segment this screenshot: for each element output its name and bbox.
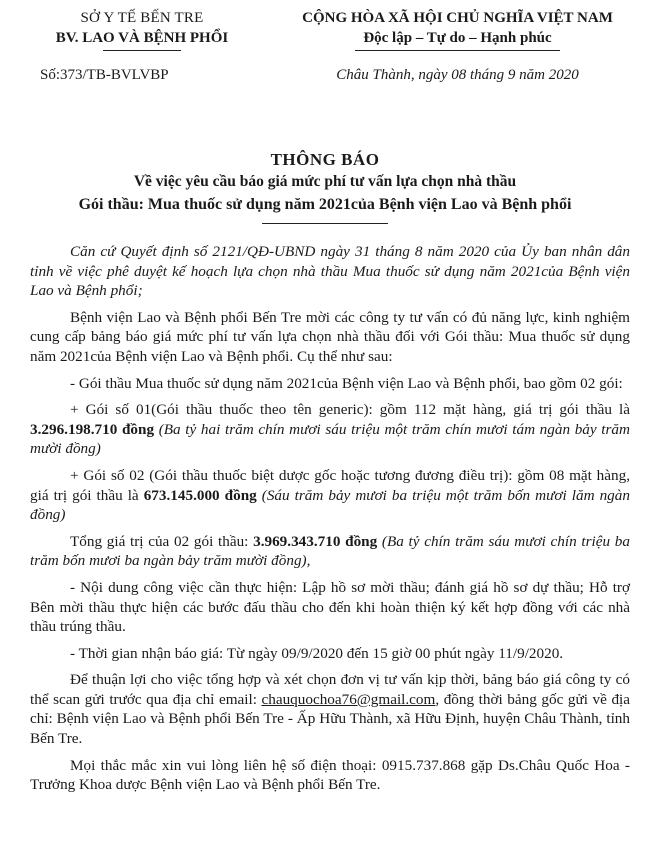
package-2-paragraph — [30, 466, 630, 525]
header-left — [22, 8, 262, 85]
deadline-paragraph: - Thời gian nhận báo giá: Từ ngày 09/9/2020 đến 15 giờ 00 phút ngày 11/9/2020. — [70, 644, 564, 662]
issue-date: Châu Thành, ngày 08 tháng 9 năm 2020 — [336, 67, 579, 83]
total-paragraph — [30, 532, 630, 571]
package-1-text: + Gói số 01(Gói thầu thuốc theo tên generic): gồm 112 mặt hàng, giá trị gói thầu là — [70, 401, 630, 419]
contact-email-link[interactable]: chauquochoa76@gmail.com — [261, 690, 436, 708]
nation-name: CỘNG HÒA XÃ HỘI CHỦ NGHĨA VIỆT NAM — [302, 10, 613, 26]
package-overview: - Gói thầu Mua thuốc sử dụng năm 2021của Bệnh viện Lao và Bệnh phổi, bao gồm 02 gói: — [70, 374, 623, 392]
motto-underline — [355, 50, 560, 51]
package-name: Gói thầu: Mua thuốc sử dụng năm 2021của Bệnh viện Lao và Bệnh phổi — [78, 196, 572, 213]
total-amount-words: (Ba tỷ chín trăm sáu mươi chín triệu ba trăm bốn mươi ba ngàn bảy trăm mười đồng), — [30, 532, 630, 570]
legal-basis-paragraph: Căn cứ Quyết định số 2121/QĐ-UBND ngày 31 tháng 8 năm 2020 của Ủy ban nhân dân tỉnh về việc phê duyệt kế hoạch lựa chọn nhà thầu Mua thuốc sử dụng năm 2021của Bệnh viện Lao và Bệnh phổi; — [30, 243, 630, 300]
hospital-underline — [103, 50, 181, 51]
package-2-amount: 673.145.000 đồng — [143, 486, 257, 504]
department-name: SỞ Y TẾ BẾN TRE — [80, 10, 204, 26]
invitation-paragraph: Bệnh viện Lao và Bệnh phổi Bến Tre mời các công ty tư vấn có đủ năng lực, kinh nghiệm cung cấp bảng báo giá mức phí tư vấn lựa chọn nhà thầu đối với Gói thầu: Mua thuốc sử dụng năm 2021của Bệnh viện Lao và Bệnh phổi. Cụ thể như sau: — [30, 308, 630, 365]
work-scope-paragraph: - Nội dung công việc cần thực hiện: Lập hồ sơ mời thầu; đánh giá hồ sơ dự thầu; Hỗ trợ Bên mời thầu thực hiện các bước đấu thầu cho đến khi hoàn thiện ký kết hợp đồng với các nhà thầu trúng thầu. — [30, 578, 630, 636]
national-motto: Độc lập – Tự do – Hạnh phúc — [363, 30, 552, 46]
package-1-amount-words: (Ba tỷ hai trăm chín mươi sáu triệu một trăm chín mươi tám ngàn bảy trăm mười đồng) — [30, 420, 630, 458]
document-number: Số:373/TB-BVLVBP — [40, 67, 169, 83]
total-amount: 3.969.343.710 đồng — [253, 532, 378, 550]
header-right — [270, 8, 645, 85]
hospital-name: BV. LAO VÀ BỆNH PHỔI — [55, 30, 229, 46]
package-2-text: + Gói số 02 (Gói thầu thuốc biệt dược gốc hoặc tương đương điều trị): gồm 08 mặt hàng, giá trị gói thầu là — [30, 466, 630, 504]
submission-text: Để thuận lợi cho việc tổng hợp và xét chọn đơn vị tư vấn kịp thời, bảng báo giá công ty có thể scan gửi trước qua địa chỉ email: — [30, 671, 630, 708]
package-2-amount-words: (Sáu trăm bảy mươi ba triệu một trăm bốn mươi lăm ngàn đồng) — [30, 486, 630, 524]
package-1-amount: 3.296.198.710 đồng — [30, 420, 155, 438]
submission-address: , đồng thời bảng gốc gửi về địa chỉ: Bệnh viện Lao và Bệnh phổi Bến Tre - Ấp Hữu Thành, xã Hữu Định, huyện Châu Thành, tỉnh Bến Tre. — [30, 690, 631, 748]
notice-body — [30, 242, 630, 802]
package-1-paragraph — [30, 400, 630, 459]
title-underline — [262, 223, 388, 224]
submission-paragraph — [30, 670, 630, 748]
notice-title: THÔNG BÁO — [270, 150, 380, 169]
total-text: Tổng giá trị của 02 gói thầu: — [70, 532, 254, 550]
contact-paragraph: Mọi thắc mắc xin vui lòng liên hệ số điện thoại: 0915.737.868 gặp Ds.Châu Quốc Hoa - Trưởng Khoa dược Bệnh viện Lao và Bệnh phổi Bến Tre. — [30, 756, 630, 794]
notice-subject: Về việc yêu cầu báo giá mức phí tư vấn lựa chọn nhà thầu — [133, 173, 517, 190]
